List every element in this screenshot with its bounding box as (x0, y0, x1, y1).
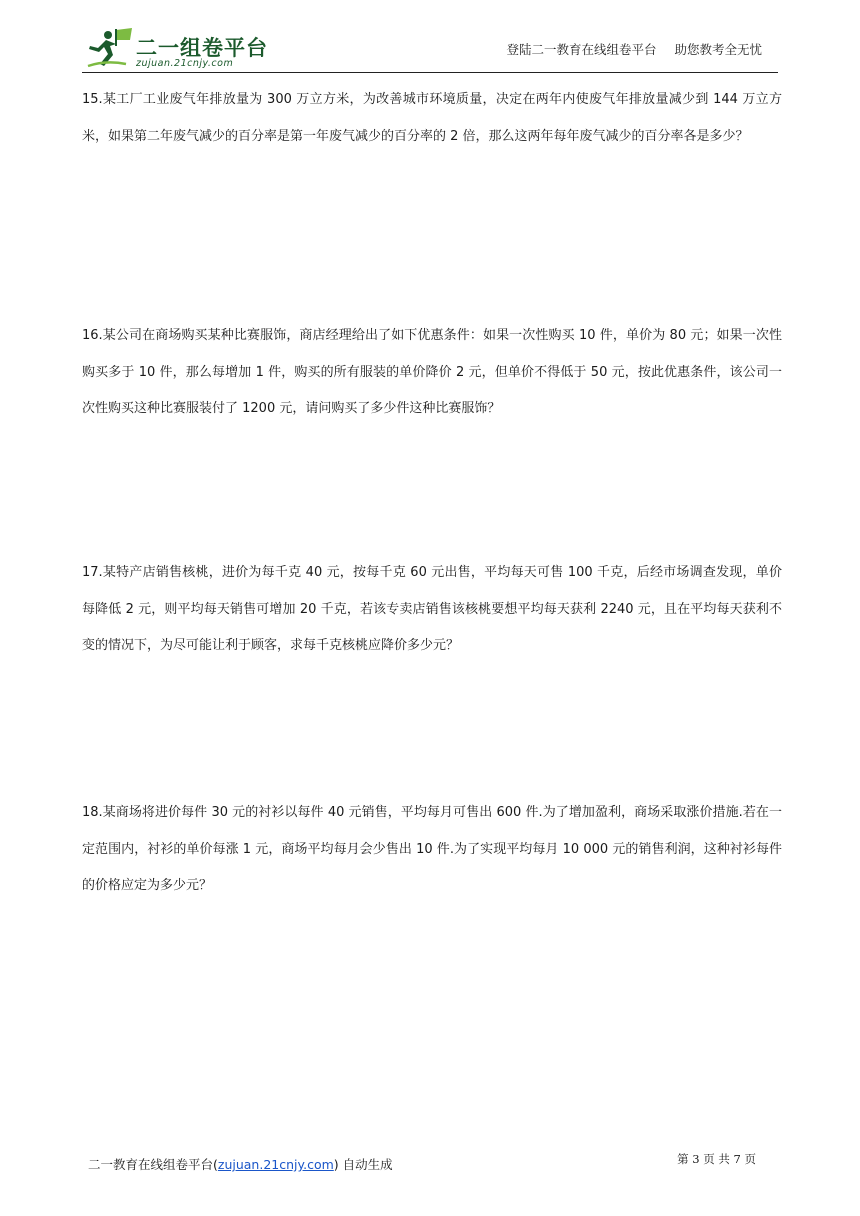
header-slogan-left: 登陆二一教育在线组卷平台 (506, 42, 657, 57)
header-slogan (506, 40, 762, 58)
page-number: 第 3 页 共 7 页 (677, 1152, 756, 1166)
question-18: 18.某商场将进价每件 30 元的衬衫以每件 40 元销售，平均每月可售出 600 件.为了增加盈利，商场采取涨价措施.若在一定范围内，衬衫的单价每涨 1 元，商场平均每月会少售出 10 件.为了实现平均每月 10 000 元的销售利润，这种衬衫每件的价格应定为多少元？ (82, 805, 782, 893)
question-15: 15.某工厂工业废气年排放量为 300 万立方米，为改善城市环境质量，决定在两年内使废气年排放量减少到 144 万立方米，如果第二年废气减少的百分率是第一年废气减少的百分率的 2 倍，那么这两年每年废气减少的百分率各是多少？ (82, 92, 782, 144)
footer-attribution (88, 1155, 393, 1173)
question-17: 17.某特产店销售核桃，进价为每千克 40 元，按每千克 60 元出售，平均每天可售 100 千克，后经市场调查发现，单价每降低 2 元，则平均每天销售可增加 20 千克，若该专卖店销售该核桃要想平均每天获利 2240 元，且在平均每天获利不变的情况下，为尽可能让利于顾客，求每千克核桃应降价多少元？ (82, 565, 782, 653)
footer-link[interactable]: zujuan.21cnjy.com (217, 1157, 334, 1172)
runner-logo-icon (86, 26, 138, 70)
footer-suffix: ) 自动生成 (333, 1157, 393, 1172)
question-16: 16.某公司在商场购买某种比赛服饰，商店经理给出了如下优惠条件：如果一次性购买 10 件，单价为 80 元；如果一次性购买多于 10 件，那么每增加 1 件，购买的所有服装的单价降价 2 元，但单价不得低于 50 元，按此优惠条件，该公司一次性购买这种比赛服装付了 1200 元，请问购买了多少件这种比赛服饰？ (82, 328, 782, 416)
page-header (82, 26, 778, 73)
footer-prefix: 二一教育在线组卷平台( (88, 1157, 218, 1172)
header-slogan-right: 助您教考全无忧 (674, 42, 762, 57)
site-logo[interactable] (86, 26, 276, 70)
logo-title: 二一组卷平台 (136, 36, 268, 60)
logo-url: zujuan.21cnjy.com (136, 58, 234, 69)
